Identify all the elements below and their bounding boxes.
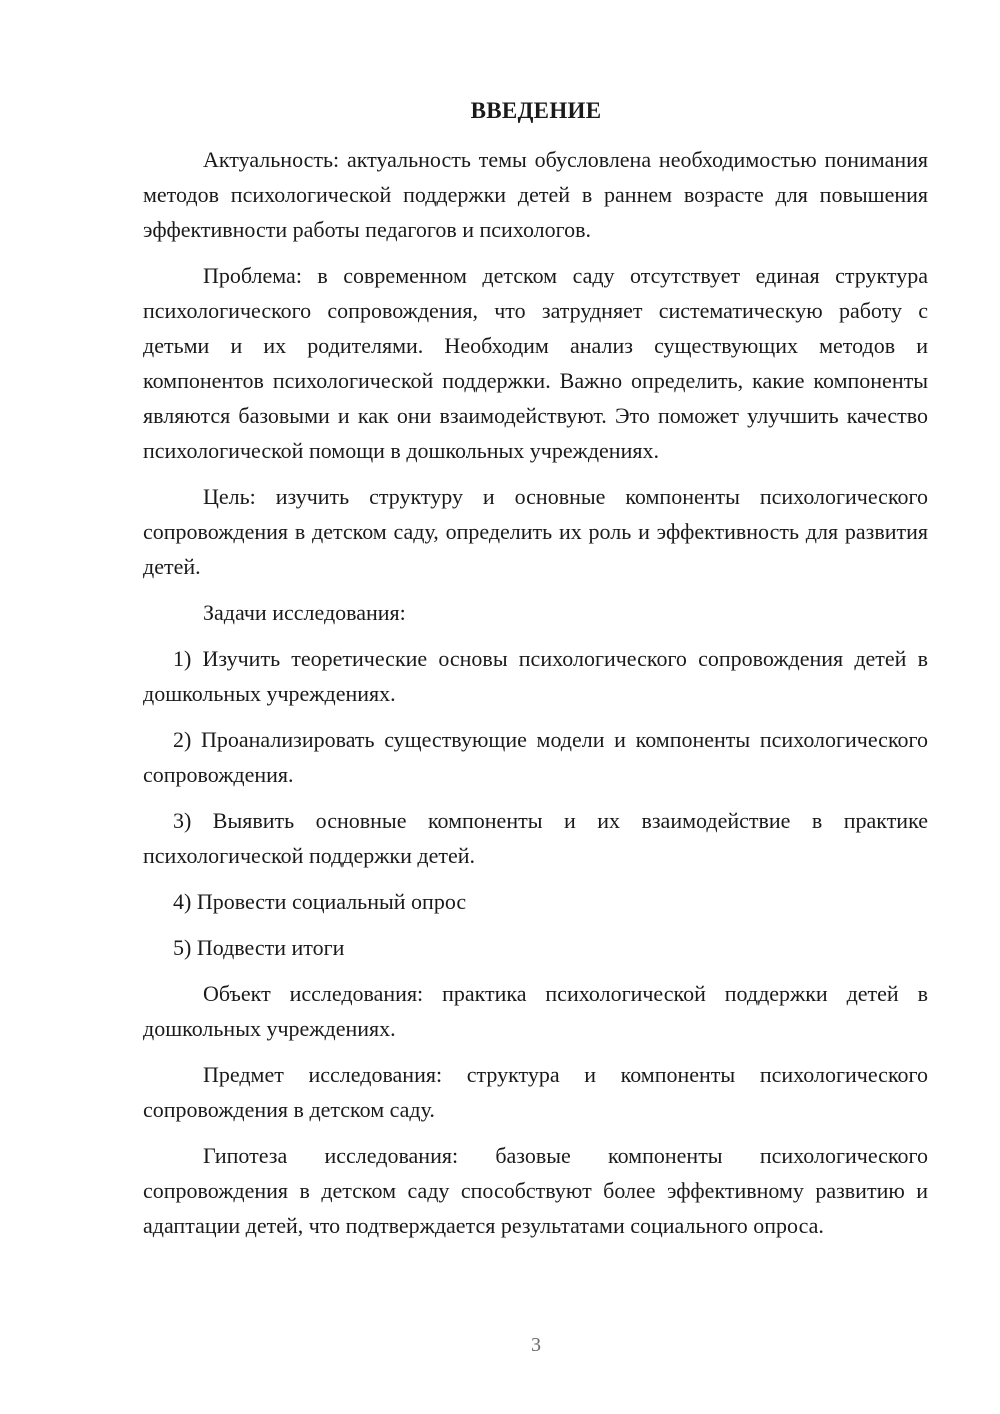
paragraph-hypothesis: Гипотеза исследования: базовые компоненты психологического сопровождения в детском саду способствуют более эффективному развитию и адаптации детей, что подтверждается результатами социального опроса.: [143, 1143, 928, 1238]
paragraph-tasks-heading: Задачи исследования:: [203, 600, 406, 625]
task-item-5: 5) Подвести итоги: [173, 935, 345, 960]
task-item-2: 2) Проанализировать существующие модели и компоненты психологического сопровождения.: [143, 727, 928, 787]
paragraph-relevance: Актуальность: актуальность темы обусловлена необходимостью понимания методов психологической поддержки детей в раннем возрасте для повышения эффективности работы педагогов и психологов.: [143, 147, 928, 242]
task-item-3: 3) Выявить основные компоненты и их взаимодействие в практике психологической поддержки детей.: [143, 808, 928, 868]
paragraph-subject: Предмет исследования: структура и компоненты психологического сопровождения в детском саду.: [143, 1062, 928, 1122]
page-number: 3: [531, 1334, 541, 1356]
paragraph-problem: Проблема: в современном детском саду отсутствует единая структура психологического сопровождения, что затрудняет систематическую работу с детьми и их родителями. Необходим анализ существующих методов и компонентов психологической поддержки. Важно определить, какие компоненты являются базовыми и как они взаимодействуют. Это поможет улучшить качество психологической помощи в дошкольных учреждениях.: [143, 263, 928, 463]
paragraph-goal: Цель: изучить структуру и основные компоненты психологического сопровождения в детском саду, определить их роль и эффективность для развития детей.: [143, 484, 928, 579]
task-item-1: 1) Изучить теоретические основы психологического сопровождения детей в дошкольных учреждениях.: [143, 646, 928, 706]
page-title: ВВЕДЕНИЕ: [470, 98, 602, 123]
paragraph-object: Объект исследования: практика психологической поддержки детей в дошкольных учреждениях.: [143, 981, 928, 1041]
task-item-4: 4) Провести социальный опрос: [173, 889, 467, 914]
document-body: [143, 142, 928, 1243]
